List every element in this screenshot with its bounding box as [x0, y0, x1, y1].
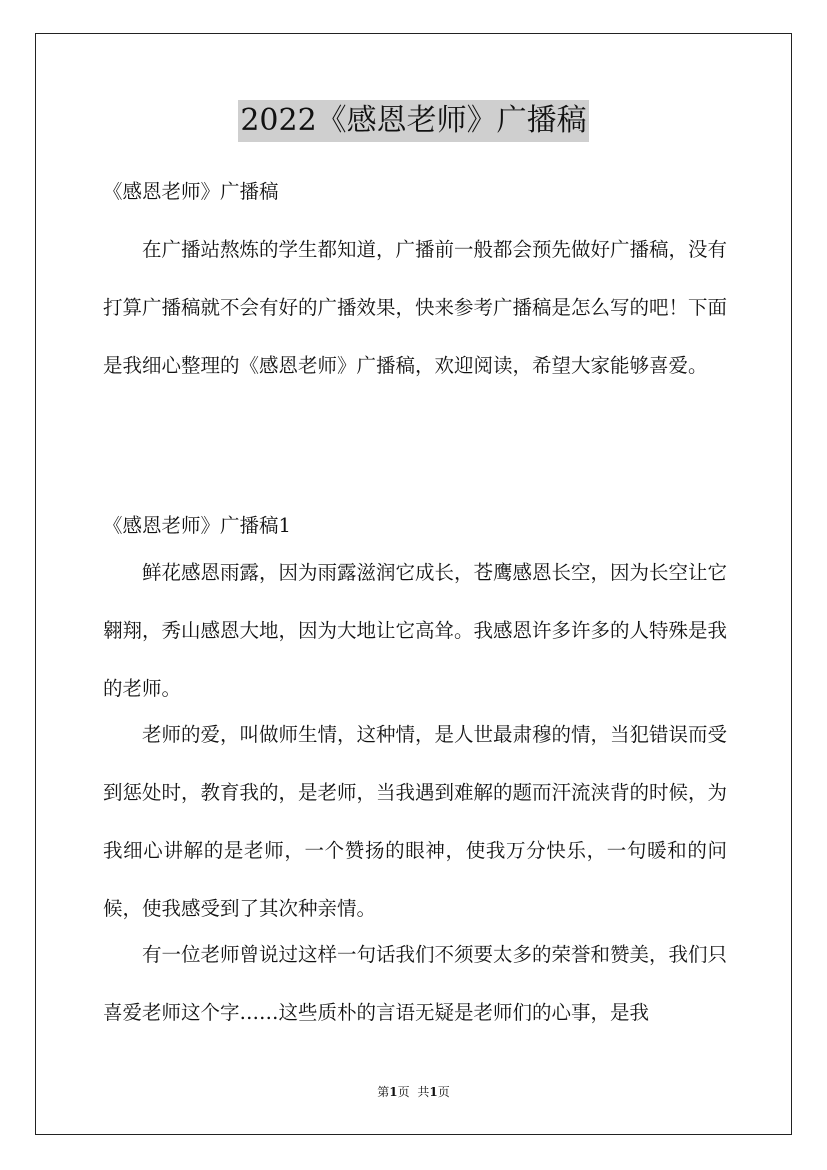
page-footer	[0, 1083, 827, 1101]
body-paragraph: 有一位老师曾说过这样一句话我们不须要太多的荣誉和赞美，我们只喜爱老师这个字……这些质朴的言语无疑是老师们的心事，是我	[103, 943, 728, 1024]
body-paragraph: 鲜花感恩雨露，因为雨露滋润它成长，苍鹰感恩长空，因为长空让它翱翔，秀山感恩大地，因为大地让它高耸。我感恩许多许多的人特殊是我的老师。	[103, 561, 728, 700]
total-label-suffix: 页	[437, 1085, 450, 1099]
document-title: 2022《感恩老师》广播稿	[238, 100, 588, 142]
page-label-prefix: 第	[377, 1085, 390, 1099]
page-number: 1	[389, 1085, 398, 1099]
total-pages: 1	[429, 1085, 438, 1099]
title-container	[0, 100, 827, 142]
subtitle: 《感恩老师》广播稿	[103, 180, 279, 203]
section-heading: 《感恩老师》广播稿1	[103, 514, 291, 537]
page-label-suffix: 页	[397, 1085, 410, 1099]
total-label-prefix: 共	[417, 1085, 430, 1099]
body-paragraph: 老师的爱，叫做师生情，这种情，是人世最肃穆的情，当犯错误而受到惩处时，教育我的，是老师，当我遇到难解的题而汗流浃背的时候，为我细心讲解的是老师，一个赞扬的眼神，使我万分快乐，一句暖和的问候，使我感受到了其次种亲情。	[103, 723, 728, 920]
intro-paragraph: 在广播站熬炼的学生都知道，广播前一般都会预先做好广播稿，没有打算广播稿就不会有好的广播效果，快来参考广播稿是怎么写的吧！下面是我细心整理的《感恩老师》广播稿，欢迎阅读，希望大家能够喜爱。	[103, 238, 728, 377]
